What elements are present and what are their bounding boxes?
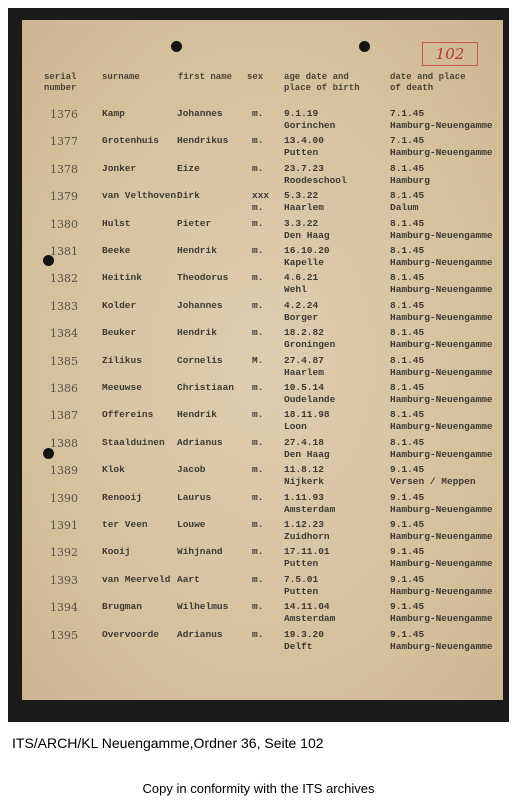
first-name-cell: Cornelis bbox=[177, 354, 223, 366]
first-name-cell: Johannes bbox=[177, 299, 223, 311]
birth-date: 18.2.82 bbox=[284, 327, 324, 339]
birth-date: 10.5.14 bbox=[284, 382, 324, 393]
page-number-stamp: 102 bbox=[422, 42, 478, 66]
header-serial: serial number bbox=[44, 72, 77, 93]
sex-cell: m. bbox=[252, 382, 264, 393]
birth-date: 5.3.22 bbox=[284, 190, 319, 202]
death-date: 8.1.45 bbox=[390, 354, 425, 366]
surname-cell: Heitink bbox=[102, 272, 142, 284]
death-cell bbox=[390, 382, 493, 406]
birth-place: Den Haag bbox=[284, 448, 330, 460]
birth-date: 3.3.22 bbox=[284, 217, 319, 229]
birth-date: 4.2.24 bbox=[284, 299, 319, 311]
death-place: Hamburg-Neuengamme bbox=[390, 448, 493, 460]
serial-cell: 1387 bbox=[50, 409, 78, 423]
first-name-cell: Adrianus bbox=[177, 628, 223, 640]
first-name-cell: Hendrik bbox=[177, 409, 217, 421]
surname-cell: Offereins bbox=[102, 409, 154, 421]
death-place: Hamburg-Neuengamme bbox=[390, 558, 493, 570]
sex-cell: m. bbox=[252, 519, 264, 530]
death-cell bbox=[390, 437, 493, 461]
death-cell bbox=[390, 272, 493, 296]
sex-cell: m. bbox=[252, 546, 264, 558]
birth-place: Borger bbox=[284, 311, 319, 323]
sex-cell: M. bbox=[252, 354, 264, 366]
sex-cell: m. bbox=[252, 573, 264, 585]
archive-reference: ITS/ARCH/KL Neuengamme,Ordner 36, Seite 102 bbox=[12, 735, 324, 751]
birth-place: Nijkerk bbox=[284, 476, 324, 488]
death-place: Hamburg-Neuengamme bbox=[390, 366, 493, 378]
table-row bbox=[22, 519, 503, 549]
serial-cell: 1391 bbox=[50, 519, 78, 532]
birth-date: 9.1.19 bbox=[284, 108, 319, 119]
birth-cell bbox=[284, 300, 318, 324]
death-place: Hamburg-Neuengamme bbox=[390, 147, 493, 159]
conformity-note: Copy in conformity with the ITS archives bbox=[142, 781, 375, 796]
birth-date: 1.12.23 bbox=[284, 519, 324, 530]
death-date: 9.1.45 bbox=[390, 546, 425, 558]
death-place: Hamburg-Neuengamme bbox=[390, 120, 493, 131]
first-name-cell: Laurus bbox=[177, 491, 212, 503]
birth-date: 13.4.00 bbox=[284, 135, 324, 147]
surname-cell: van Velthoven bbox=[102, 190, 177, 202]
death-place: Hamburg-Neuengamme bbox=[390, 503, 493, 515]
table-row bbox=[22, 492, 503, 522]
table-row bbox=[22, 629, 503, 659]
death-cell bbox=[390, 327, 493, 351]
birth-date: 7.5.01 bbox=[284, 573, 319, 585]
surname-cell: van Meerveld bbox=[102, 573, 171, 585]
table-row bbox=[22, 355, 503, 385]
birth-date: 1.11.93 bbox=[284, 491, 324, 503]
death-date: 9.1.45 bbox=[390, 519, 425, 530]
birth-date: 4.6.21 bbox=[284, 272, 319, 284]
surname-cell: Renooij bbox=[102, 491, 142, 503]
header-sex: sex bbox=[247, 72, 264, 82]
serial-cell: 1388 bbox=[50, 436, 78, 450]
death-cell bbox=[390, 574, 493, 598]
surname-cell: Jonker bbox=[102, 162, 137, 174]
death-cell bbox=[390, 409, 493, 433]
birth-place: Haarlem bbox=[284, 202, 324, 214]
death-cell bbox=[390, 355, 493, 379]
death-place: Hamburg-Neuengamme bbox=[390, 585, 493, 597]
surname-cell: Beuker bbox=[102, 327, 137, 339]
birth-cell bbox=[284, 492, 335, 516]
birth-place: Gorinchen bbox=[284, 120, 336, 131]
death-place: Hamburg-Neuengamme bbox=[390, 284, 493, 296]
serial-cell: 1386 bbox=[50, 382, 78, 395]
death-date: 7.1.45 bbox=[390, 108, 425, 119]
birth-cell bbox=[284, 190, 324, 214]
sex-cell: m. bbox=[252, 108, 264, 119]
death-place: Dalum bbox=[390, 202, 419, 214]
table-row bbox=[22, 601, 503, 631]
death-date: 8.1.45 bbox=[390, 190, 425, 202]
sex-cell: m. bbox=[252, 217, 264, 229]
birth-cell bbox=[284, 163, 347, 187]
table-row bbox=[22, 108, 503, 138]
surname-cell: Zilikus bbox=[102, 354, 142, 366]
surname-cell: Kamp bbox=[102, 108, 125, 119]
table-row bbox=[22, 163, 503, 193]
death-date: 8.1.45 bbox=[390, 436, 425, 448]
surname-cell: Kooij bbox=[102, 546, 131, 558]
serial-cell: 1394 bbox=[50, 601, 78, 615]
death-date: 8.1.45 bbox=[390, 245, 425, 256]
birth-place: Loon bbox=[284, 421, 307, 433]
sex-cell: m. bbox=[252, 327, 264, 339]
death-place: Hamburg-Neuengamme bbox=[390, 229, 493, 241]
birth-place: Roodeschool bbox=[284, 174, 347, 186]
table-row bbox=[22, 546, 503, 576]
serial-cell: 1385 bbox=[50, 354, 78, 368]
document-page bbox=[22, 20, 503, 700]
birth-date: 23.7.23 bbox=[284, 162, 324, 174]
death-cell bbox=[390, 218, 493, 242]
death-place: Hamburg-Neuengamme bbox=[390, 613, 493, 625]
serial-cell: 1379 bbox=[50, 190, 78, 204]
table-row bbox=[22, 245, 503, 275]
birth-cell bbox=[284, 355, 324, 379]
birth-place: Amsterdam bbox=[284, 613, 336, 625]
sex-cell: m. bbox=[252, 601, 264, 613]
birth-cell bbox=[284, 601, 335, 625]
first-name-cell: Hendrik bbox=[177, 327, 217, 339]
serial-cell: 1377 bbox=[50, 135, 78, 149]
birth-cell bbox=[284, 382, 335, 406]
death-date: 9.1.45 bbox=[390, 464, 425, 476]
birth-cell bbox=[284, 519, 330, 543]
first-name-cell: Jacob bbox=[177, 464, 206, 476]
birth-cell bbox=[284, 272, 318, 296]
birth-cell bbox=[284, 409, 330, 433]
table-row bbox=[22, 327, 503, 357]
death-date: 9.1.45 bbox=[390, 573, 425, 585]
birth-place: Den Haag bbox=[284, 229, 330, 241]
first-name-cell: Johannes bbox=[177, 108, 223, 119]
serial-cell: 1395 bbox=[50, 628, 78, 642]
first-name-cell: Wilhelmus bbox=[177, 601, 229, 613]
surname-cell: Grotenhuis bbox=[102, 135, 160, 147]
first-name-cell: Dirk bbox=[177, 190, 200, 202]
death-cell bbox=[390, 519, 493, 543]
death-date: 9.1.45 bbox=[390, 628, 425, 640]
death-date: 8.1.45 bbox=[390, 382, 425, 393]
death-place: Hamburg-Neuengamme bbox=[390, 531, 493, 542]
birth-cell bbox=[284, 629, 324, 653]
death-date: 8.1.45 bbox=[390, 162, 425, 174]
first-name-cell: Louwe bbox=[177, 519, 206, 530]
table-row bbox=[22, 300, 503, 330]
death-cell bbox=[390, 108, 493, 132]
birth-place: Groningen bbox=[284, 339, 336, 351]
death-cell bbox=[390, 245, 493, 269]
birth-place: Haarlem bbox=[284, 366, 324, 378]
birth-cell bbox=[284, 437, 330, 461]
sex-cell: m. bbox=[252, 491, 264, 503]
first-name-cell: Pieter bbox=[177, 217, 212, 229]
death-cell bbox=[390, 492, 493, 516]
table-row bbox=[22, 574, 503, 604]
death-date: 8.1.45 bbox=[390, 409, 425, 421]
death-cell bbox=[390, 464, 476, 488]
death-place: Hamburg-Neuengamme bbox=[390, 394, 493, 405]
birth-place: Kapelle bbox=[284, 257, 324, 268]
birth-date: 27.4.18 bbox=[284, 436, 324, 448]
birth-cell bbox=[284, 327, 335, 351]
death-cell bbox=[390, 190, 424, 214]
birth-place: Delft bbox=[284, 640, 313, 652]
birth-cell bbox=[284, 546, 330, 570]
table-row bbox=[22, 382, 503, 412]
table-row bbox=[22, 464, 503, 494]
first-name-cell: Hendrik bbox=[177, 245, 217, 256]
surname-cell: Brugman bbox=[102, 601, 142, 613]
death-cell bbox=[390, 546, 493, 570]
death-place: Versen / Meppen bbox=[390, 476, 476, 488]
birth-date: 27.4.87 bbox=[284, 354, 324, 366]
birth-place: Putten bbox=[284, 585, 319, 597]
first-name-cell: Wihjnand bbox=[177, 546, 223, 558]
birth-place: Putten bbox=[284, 558, 319, 570]
first-name-cell: Theodorus bbox=[177, 272, 229, 284]
death-cell bbox=[390, 601, 493, 625]
first-name-cell: Eize bbox=[177, 162, 200, 174]
death-place: Hamburg-Neuengamme bbox=[390, 311, 493, 323]
header-first-name: first name bbox=[178, 72, 233, 82]
table-row bbox=[22, 272, 503, 302]
table-row bbox=[22, 437, 503, 467]
death-date: 8.1.45 bbox=[390, 272, 425, 284]
table-row bbox=[22, 409, 503, 439]
sex-cell: m. bbox=[252, 464, 264, 476]
surname-cell: Staalduinen bbox=[102, 436, 165, 448]
birth-cell bbox=[284, 574, 318, 598]
surname-cell: Overvoorde bbox=[102, 628, 160, 640]
serial-cell: 1389 bbox=[50, 464, 78, 478]
death-date: 8.1.45 bbox=[390, 299, 425, 311]
sex-cell: m. bbox=[252, 628, 264, 640]
surname-cell: Meeuwse bbox=[102, 382, 142, 393]
surname-cell: Hulst bbox=[102, 217, 131, 229]
first-name-cell: Aart bbox=[177, 573, 200, 585]
surname-cell: Beeke bbox=[102, 245, 131, 256]
serial-cell: 1384 bbox=[50, 327, 78, 341]
birth-place: Wehl bbox=[284, 284, 307, 296]
serial-cell: 1380 bbox=[50, 217, 78, 231]
serial-cell: 1383 bbox=[50, 299, 78, 313]
serial-cell: 1376 bbox=[50, 108, 78, 121]
surname-cell: ter Veen bbox=[102, 519, 148, 530]
death-cell bbox=[390, 629, 493, 653]
birth-place: Amsterdam bbox=[284, 503, 336, 515]
birth-date: 19.3.20 bbox=[284, 628, 324, 640]
surname-cell: Klok bbox=[102, 464, 125, 476]
table-row bbox=[22, 135, 503, 165]
sex-cell: m. bbox=[252, 299, 264, 311]
birth-date: 11.8.12 bbox=[284, 464, 324, 476]
table-row bbox=[22, 218, 503, 248]
death-place: Hamburg bbox=[390, 174, 430, 186]
serial-cell: 1390 bbox=[50, 491, 78, 505]
birth-cell bbox=[284, 464, 324, 488]
death-cell bbox=[390, 300, 493, 324]
birth-place: Oudelande bbox=[284, 394, 336, 405]
serial-cell: 1392 bbox=[50, 546, 78, 560]
birth-place: Putten bbox=[284, 147, 319, 159]
death-cell bbox=[390, 135, 493, 159]
death-place: Hamburg-Neuengamme bbox=[390, 339, 493, 351]
header-birth: age date and place of birth bbox=[284, 72, 360, 93]
death-place: Hamburg-Neuengamme bbox=[390, 421, 493, 433]
serial-cell: 1393 bbox=[50, 573, 78, 587]
birth-cell bbox=[284, 135, 324, 159]
death-date: 9.1.45 bbox=[390, 601, 425, 613]
birth-place: Zuidhorn bbox=[284, 531, 330, 542]
birth-cell bbox=[284, 218, 330, 242]
sex-cell: m. bbox=[252, 162, 264, 174]
death-cell bbox=[390, 163, 430, 187]
death-date: 9.1.45 bbox=[390, 491, 425, 503]
sex-cell: m. bbox=[252, 245, 264, 256]
death-date: 7.1.45 bbox=[390, 135, 425, 147]
first-name-cell: Adrianus bbox=[177, 436, 223, 448]
header-surname: surname bbox=[102, 72, 140, 82]
surname-cell: Kolder bbox=[102, 299, 137, 311]
first-name-cell: Hendrikus bbox=[177, 135, 229, 147]
table-row bbox=[22, 190, 503, 220]
punch-hole-icon bbox=[171, 41, 182, 52]
document-scan-frame bbox=[8, 8, 509, 722]
birth-cell bbox=[284, 108, 335, 132]
header-death: date and place of death bbox=[390, 72, 466, 93]
sex-cell: m. bbox=[252, 409, 264, 421]
sex-cell: m. bbox=[252, 436, 264, 448]
punch-hole-icon bbox=[359, 41, 370, 52]
birth-date: 14.11.04 bbox=[284, 601, 330, 613]
first-name-cell: Christiaan bbox=[177, 382, 235, 393]
death-date: 8.1.45 bbox=[390, 217, 425, 229]
birth-date: 18.11.98 bbox=[284, 409, 330, 421]
serial-cell: 1378 bbox=[50, 162, 78, 176]
sex-cell: xxx m. bbox=[252, 190, 270, 214]
serial-cell: 1381 bbox=[50, 245, 78, 258]
sex-cell: m. bbox=[252, 272, 264, 284]
death-place: Hamburg-Neuengamme bbox=[390, 640, 493, 652]
serial-cell: 1382 bbox=[50, 272, 78, 286]
death-date: 8.1.45 bbox=[390, 327, 425, 339]
death-place: Hamburg-Neuengamme bbox=[390, 257, 493, 268]
birth-date: 16.10.20 bbox=[284, 245, 330, 256]
sex-cell: m. bbox=[252, 135, 264, 147]
birth-date: 17.11.01 bbox=[284, 546, 330, 558]
birth-cell bbox=[284, 245, 330, 269]
